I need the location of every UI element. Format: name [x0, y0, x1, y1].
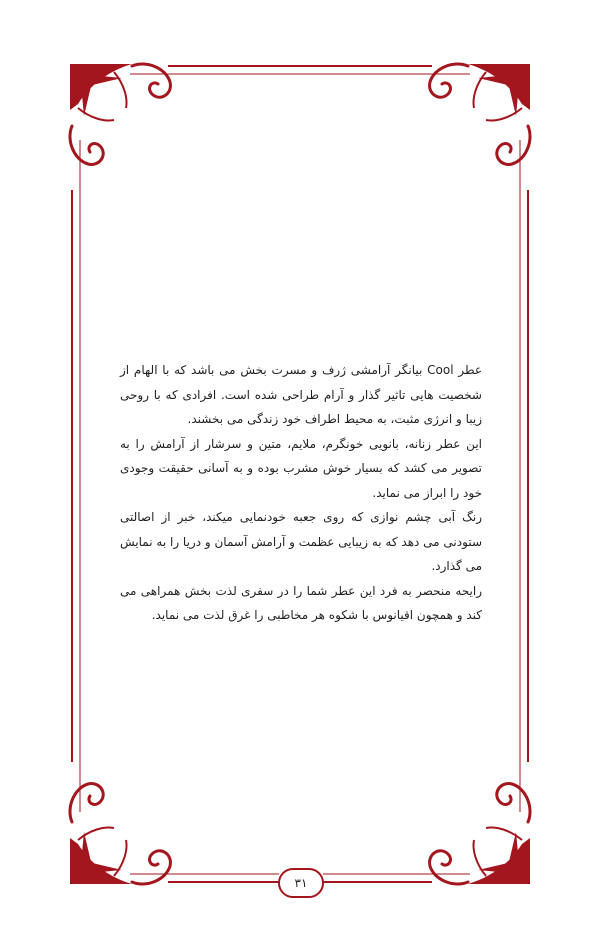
corner-ornament-top-left: [70, 64, 170, 164]
paragraph: عطر Cool بیانگر آرامشی ژرف و مسرت بخش می باشد که با الهام از شخصیت هایی تاثیر گذار و آرام طراحی شده است. افرادی که با روحی زیبا و انرژی مثبت، به محیط اطراف خود زندگی می بخشند.: [120, 363, 482, 426]
paragraph: رایحه منحصر به فرد این عطر شما را در سفری لذت بخش همراهی می کند و همچون اقیانوس با شکوه هر مخاطبی را غرق لذت می نماید.: [120, 583, 482, 622]
paragraph: رنگ آبی چشم نوازی که روی جعبه خودنمایی میکند، خبر از اصالتی ستودنی می دهد که به زیبایی عظمت و آرامش آسمان و دریا را به نمایش می گذارد.: [120, 510, 482, 573]
paragraph: این عطر زنانه، بانویی خونگرم، ملایم، متین و سرشار از آرامش را به تصویر می کشد که بسیار خوش مشرب بوده و به آسانی حقیقت وجودی خود را ابراز می نماید.: [120, 436, 482, 500]
corner-ornament-top-right: [430, 64, 530, 164]
page-number: ۳۱: [294, 876, 308, 890]
corner-ornament-bottom-left: [70, 784, 170, 884]
corner-ornament-bottom-right: [430, 784, 530, 884]
body-text: [120, 358, 482, 628]
